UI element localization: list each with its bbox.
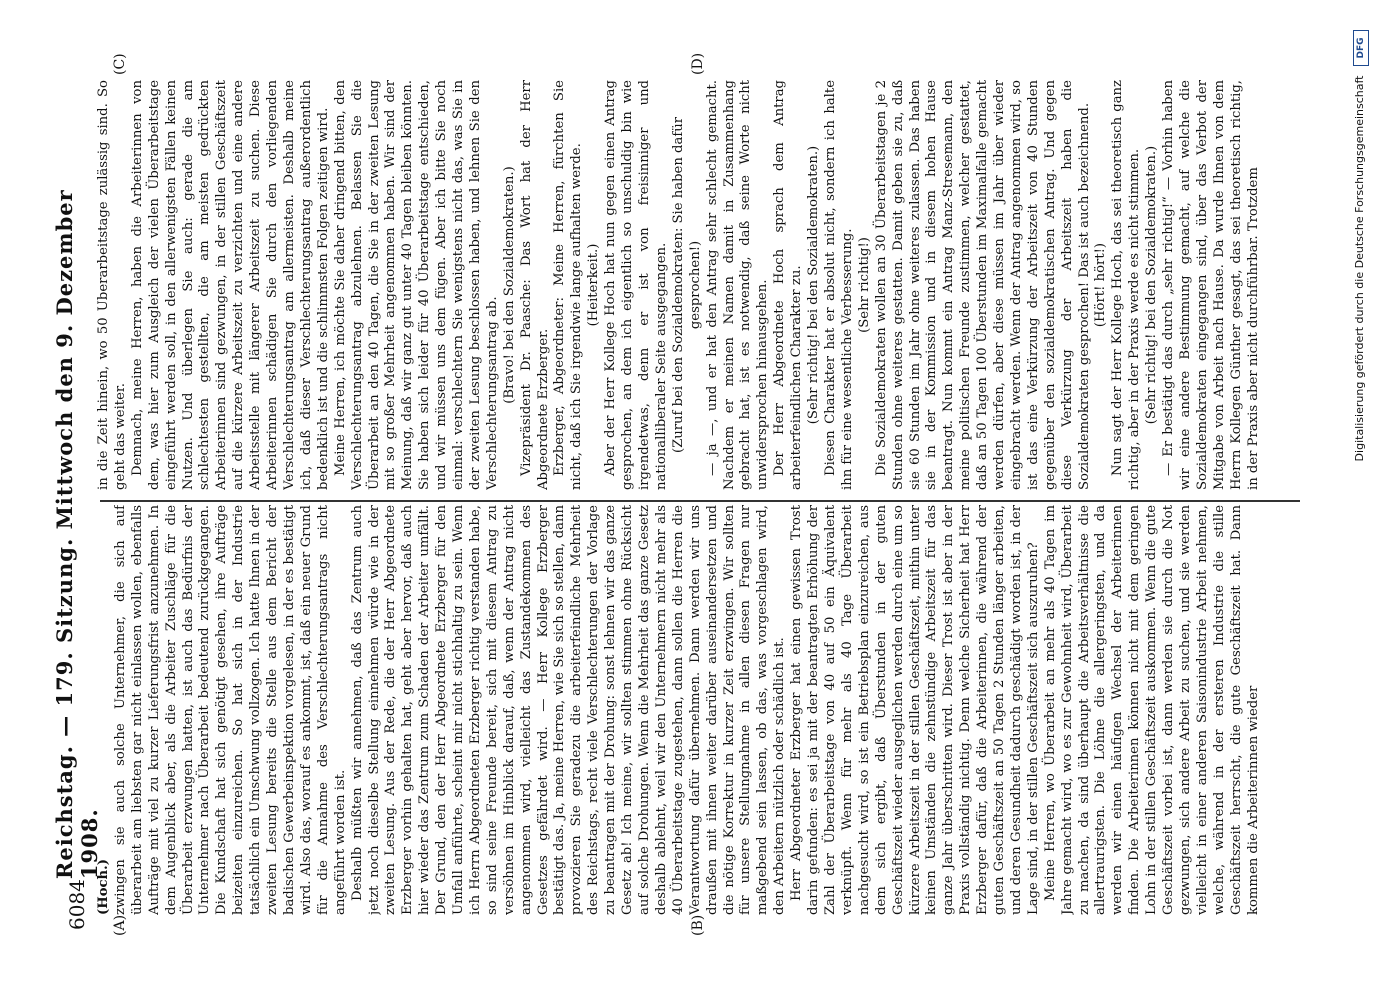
- paragraph: Der Herr Abgeordnete Hoch sprach dem Antrag arbeiterfeindlichen Charakter zu.: [772, 80, 805, 490]
- paragraph: zwingen sie auch solche Unternehmer, die sich auf überarbeit am liebsten gar nicht einlassen wollen, ebenfalls Aufträge mit viel zu kurzer Lieferungsfrist anzunehmen. In dem Augenblick aber, als die Arbeiter Zuschläge für die Überarbeit erzwungen hatten, ist auch das Bedürfnis der Unternehmer nach Überarbeit bedeutend zurückgegangen. Die Kundschaft hat sich genötigt gesehen, ihre Aufträge beizeiten einzureichen. So hat sich in der Industrie tatsächlich ein Umschwung vollzogen. Ich hatte Ihnen in der zweiten Lesung bereits die Stelle aus dem Bericht der badischen Gewerbeinspektion vorgelesen, in der es bestätigt wird. Also das, worauf es ankommt, ist, daß ein neuer Grund für die Annahme des Verschlechterungsantrags nicht angeführt worden ist.: [112, 505, 348, 915]
- column-divider: [100, 500, 1300, 502]
- digitization-credit: Digitalisierung gefördert durch die Deutsche Forschungsgemeinschaft: [1353, 75, 1366, 462]
- paragraph: Deshalb müßten wir annehmen, daß das Zentrum auch jetzt noch dieselbe Stellung einnehmen würde wie in der zweiten Lesung. Aus der Rede, die der Herr Abgeordnete Erzberger vorhin gehalten hat, geht aber hervor, daß auch hier wieder das Zentrum zum Schaden der Arbeiter umfällt. Der Grund, den der Herr Abgeordnete Erzberger für den Umfall anführte, scheint mir nicht stichhaltig zu sein. Wenn ich Herrn Abgeordneten Erzberger richtig verstanden habe, so sind seine Freunde bereit, sich mit diesem Antrag zu versöhnen im Hinblick darauf, daß, wenn der Antrag nicht angenommen wird, vielleicht das Zustandekommen des Gesetzes gefährdet wird. — Herr Kollege Erzberger bestätigt das. Ja, meine Herren, wie Sie sich so stellen, dann provozieren Sie geradezu die arbeiterfeindliche Mehrheit des Reichstags, recht viele Verschlechterungen der Vorlage zu beantragen mit der Drohung: sonst lehnen wir das ganze Gesetz ab! Ich meine, wir sollten stimmen ohne Rücksicht auf solche Drohungen. Wenn die Mehrheit das ganze Gesetz deshalb ablehnt, weil wir den Unternehmern nicht mehr als 40 Überarbeitstage zugestehen, dann sollen die Herren die Verantwortung dafür übernehmen. Dann werden wir uns draußen mit ihnen weiter darüber auseinandersetzen und die nötige Korrektur in kurzer Zeit erzwingen. Wir sollten für unsere Stellungnahme in allen diesen Fragen nur maßgebend sein lassen, ob das, was vorgeschlagen wird, den Arbeitern nützlich oder schädlich ist.: [349, 505, 788, 915]
- speaker-tag: (Hoch.): [96, 859, 111, 915]
- paragraph: Erzberger, Abgeordneter: Meine Herren, fürchten Sie nicht, daß ich Sie irgendwie lange aufhalten werde.: [552, 80, 585, 490]
- footer: [1353, 30, 1369, 970]
- paragraph: Diesen Charakter hat er absolut nicht, sondern ich halte ihn für eine wesentliche Verbesserung.: [822, 80, 855, 490]
- interjection: (Zuruf bei den Sozialdemokraten: Sie haben dafür gesprochen!): [670, 116, 703, 454]
- interjection: (Hört! hört!): [1093, 242, 1109, 328]
- paragraph: — ja —, und er hat den Antrag sehr schlecht gemacht. Nachdem er meinen Namen damit in Zusammenhang gebracht hat, ist es notwendig, daß seine Worte nicht unwidersprochen hinausgehen.: [704, 80, 771, 490]
- margin-mark-c: (C): [112, 53, 128, 75]
- paragraph: Demnach, meine Herren, haben die Arbeiterinnen von dem, was hier zum Ausgleich der vielen Überarbeitstage eingeführt werden soll, in den allerwenigsten Fällen keinen Nutzen. Und überlegen Sie auch: gerade die am schlechtesten gestellten, die am meisten gedrückten Arbeiterinnen sind gezwungen, in der stillen Geschäftszeit auf die kürzere Arbeitszeit zu verzichten und eine andere Arbeitsstelle mit längerer Arbeitszeit zu suchen. Diese Arbeiterinnen schädigen Sie durch den vorliegenden Verschlechterungsantrag am allermeisten. Deshalb meine ich, daß dieser Verschlechterungsantrag außerordentlich bedenklich ist und die schlimmsten Folgen zeitigen wird.: [129, 80, 331, 490]
- margin-mark-b: (B): [690, 914, 706, 936]
- interjection: (Sehr richtig! bei den Sozialdemokraten.): [1144, 145, 1160, 425]
- interjection: (Bravo! bei den Sozialdemokraten.): [501, 166, 517, 404]
- margin-mark-a: (A): [112, 914, 128, 936]
- dfg-logo: DFG: [1353, 30, 1369, 66]
- paragraph: Die Sozialdemokraten wollen an 30 Überarbeitstagen je 2 Stunden ohne weiteres gestatten. Damit geben sie zu, daß sie 60 Stunden im Jahr ohne weiteres zulassen. Das haben sie in der Kommission und in diesem hohen Hause beantragt. Nun kommt ein Antrag Manz-Stresemann, den meine politischen Freunde zustimmen, welcher gestattet, daß an 50 Tagen 100 Überstunden im Maximalfalle gemacht werden dürfen, aber diese müssen im Jahr über wieder eingebracht werden. Wenn der Antrag angenommen wird, so ist das eine Verkürzung der Arbeitszeit von 40 Stunden gegenüber den sozialdemokratischen Antrag. Und gegen diese Verkürzung der Arbeitszeit haben die Sozialdemokraten gesprochen! Das ist auch bezeichnend.: [873, 80, 1092, 490]
- paragraph: — Er bestätigt das durch „sehr richtig!“ — Vorhin haben wir eine andere Bestimmung gemacht, auf welche die Sozialdemokraten eingegangen sind, über das Verbot der Mitgabe von Arbeit nach Hause. Da wurde Ihnen von dem Herrn Kollegen Günther gesagt, das sei theoretisch richtig, in der Praxis aber nicht durchführbar. Trotzdem: [1161, 80, 1261, 490]
- paragraph: Nun sagt der Herr Kollege Hoch, das sei theoretisch ganz richtig, aber in der Praxis werde es nicht stimmen.: [1110, 80, 1143, 490]
- interjection: (Sehr richtig!): [856, 237, 872, 333]
- page-title: Reichstag. — 179. Sitzung. Mittwoch den 9. Dezember 1908.: [52, 189, 102, 880]
- paragraph: Vizepräsident Dr. Paasche: Das Wort hat der Herr Abgeordnete Erzberger.: [518, 80, 551, 490]
- left-column: [96, 505, 1306, 915]
- paragraph: Meine Herren, ich möchte Sie daher dringend bitten, den Verschlechterungsantrag abzulehnen. Belassen Sie die Überarbeit an den 40 Tagen, die Sie in der zweiten Lesung mit so großer Mehrheit angenommen haben. Wir sind der Meinung, daß wir ganz gut unter 40 Tagen bleiben könnten. Sie haben sich leider für 40 Überarbeitstage entschieden, und wir müssen uns dem fügen. Aber ich bitte Sie noch einmal: verschlechtern Sie wenigstens nicht das, was Sie in der zweiten Lesung beschlossen haben, und lehnen Sie den Verschlechterungsantrag ab.: [332, 80, 500, 490]
- interjection: (Heiterkeit.): [586, 243, 602, 327]
- page-header: [52, 150, 102, 930]
- interjection: (Sehr richtig! bei den Sozialdemokraten.): [806, 145, 822, 425]
- paragraph: Aber der Herr Kollege Hoch hat nun gegen einen Antrag gesprochen, an dem ich eigentlich so unschuldig bin wie irgendetwas, denn er ist von freisinniger und nationalliberaler Seite ausgegangen.: [603, 80, 669, 490]
- paragraph: Meine Herren, wo Überarbeit an mehr als 40 Tagen im Jahre gemacht wird, wo es zur Gewohnheit wird, Überarbeit zu machen, da sind überhaupt die Arbeitsverhältnisse die allertraurigsten. Die Löhne die allergeringsten, und da werden wir einen häufigen Wechsel der Arbeiterinnen finden. Die Arbeiterinnen können nicht mit dem geringen Lohn in der stillen Geschäftszeit auskommen. Wenn die gute Geschäftszeit vorbei ist, dann werden sie durch die Not gezwungen, sich andere Arbeit zu suchen, und sie werden vielleicht in einer anderen Saisonindustrie Arbeit nehmen, welche, während in der ersteren Industrie die stille Geschäftszeit herrscht, die gute Geschäftszeit hat. Dann kommen die Arbeiterinnen wieder: [1042, 505, 1261, 915]
- margin-mark-d: (D): [690, 52, 706, 75]
- paragraph: in die Zeit hinein, wo 50 Überarbeitstage zulässig sind. So geht das weiter.: [96, 80, 128, 490]
- page-number: 6084: [65, 879, 89, 930]
- right-column: [96, 80, 1306, 490]
- paragraph: Herr Abgeordneter Erzberger hat einen gewissen Trost darin gefunden: es sei ja mit der beantragten Erhöhung der Zahl der Überarbeitstage von 40 auf 50 ein Äquivalent verknüpft. Wenn für mehr als 40 Tage Überarbeit nachgesucht wird, so ist ein Betriebsplan einzureichen, aus dem sich ergibt, daß Überstunden in der guten Geschäftszeit wieder ausgeglichen werden durch eine um so kürzere Arbeitszeit in der stillen Geschäftszeit, mithin unter keinen Umständen die zehnstündige Arbeitszeit für das ganze Jahr überschritten wird. Dieser Trost ist aber in der Praxis vollständig nichtig. Denn welche Sicherheit hat Herr Erzberger dafür, daß die Arbeiterinnen, die während der guten Geschäftszeit an 50 Tagen 2 Stunden länger arbeiten, und deren Gesundheit dadurch geschädigt worden ist, in der Lage sind, in der stillen Geschäftszeit sich auszuruhen?: [789, 505, 1041, 915]
